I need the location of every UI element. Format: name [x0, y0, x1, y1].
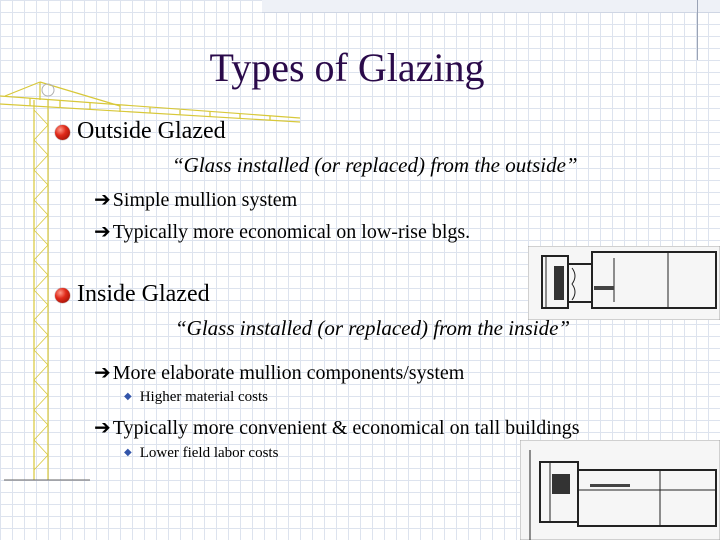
arrow-right-icon: ➔ — [94, 189, 111, 211]
inside-glazed-mullion-drawing — [520, 440, 720, 540]
diamond-bullet-icon: ◆ — [124, 391, 132, 402]
point-text: Typically more economical on low-rise blgs. — [112, 221, 471, 243]
subpoint-item — [124, 445, 278, 462]
section-heading-outside: Outside Glazed — [77, 118, 226, 144]
point-text: Typically more convenient & economical on tall buildings — [112, 417, 580, 439]
arrow-right-icon: ➔ — [94, 362, 111, 384]
arrow-right-icon: ➔ — [94, 221, 111, 243]
corner-vertical-line — [697, 0, 698, 60]
point-text: More elaborate mullion components/system — [112, 362, 465, 384]
diamond-bullet-icon: ◆ — [124, 447, 132, 458]
section-heading-inside: Inside Glazed — [77, 281, 210, 307]
red-ball-icon — [55, 288, 70, 303]
section-quote-outside: “Glass installed (or replaced) from the outside” — [172, 153, 578, 177]
point-item — [94, 415, 580, 440]
red-ball-icon — [55, 125, 70, 140]
point-text: Simple mullion system — [112, 189, 298, 211]
subpoint-item — [124, 389, 268, 406]
point-item — [94, 360, 464, 385]
corner-grid-block — [262, 0, 720, 13]
subpoint-text: Lower field labor costs — [139, 445, 279, 461]
slide-title: Types of Glazing — [209, 45, 485, 90]
section-quote-inside: “Glass installed (or replaced) from the inside” — [175, 316, 571, 340]
subpoint-text: Higher material costs — [139, 389, 268, 405]
point-item — [94, 187, 297, 212]
point-item — [94, 219, 470, 244]
outside-glazed-mullion-drawing — [528, 246, 720, 320]
arrow-right-icon: ➔ — [94, 417, 111, 439]
